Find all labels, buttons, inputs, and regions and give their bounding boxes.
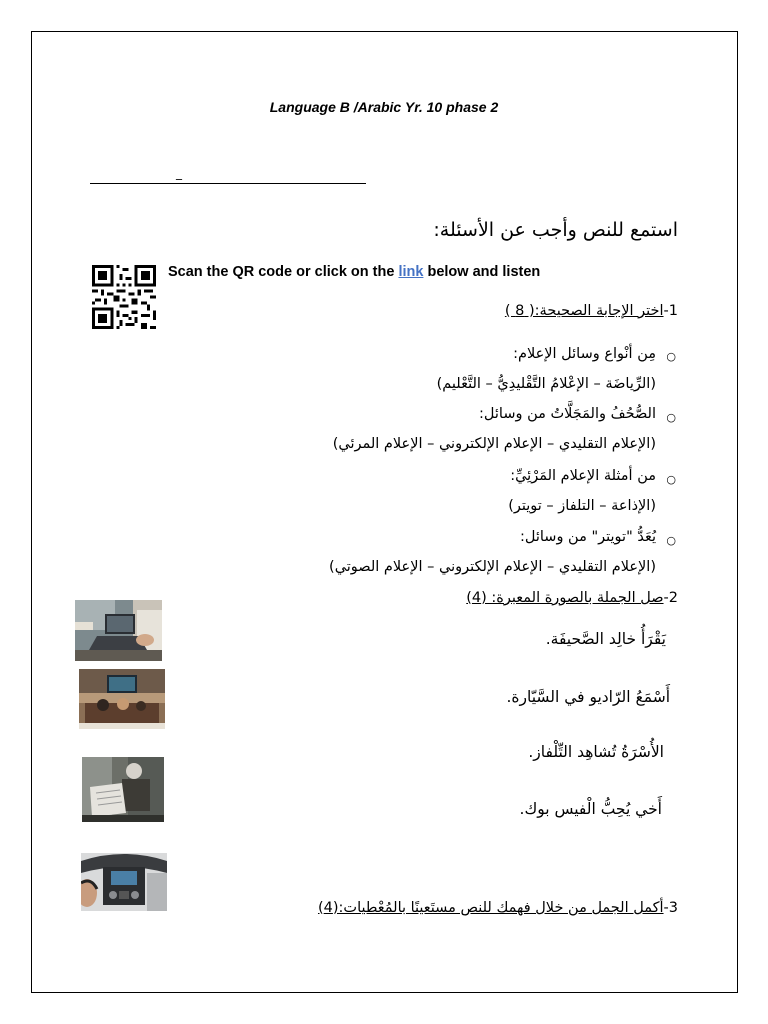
bullet-icon: ○ <box>666 473 676 486</box>
q3-title <box>318 900 678 916</box>
bullet-icon: ○ <box>666 350 676 363</box>
listening-link[interactable]: link <box>398 264 424 280</box>
laptop-photo <box>75 600 162 661</box>
q2-sentence-4: أَخي يُحِبُّ الْفيس بوك. <box>519 800 662 818</box>
document-header: Language B /Arabic Yr. 10 phase 2 <box>269 99 499 115</box>
q3-heading: أكمل الجمل من خلال فهمك للنص مستَعينًا بالمُعْطيات:(4) <box>317 900 664 916</box>
newspaper-reader-photo <box>82 757 164 822</box>
bullet-icon: ○ <box>666 411 676 424</box>
q1-item-2-question: الصُّحُفُ والمَجَلَّاتُ من وسائل: <box>479 406 656 422</box>
q3-number: 3- <box>663 900 678 916</box>
q2-heading: صل الجملة بالصورة المعبرة: (4) <box>466 590 664 606</box>
main-instruction: استمع للنص وأجب عن الأسئلة: <box>433 219 678 241</box>
q2-sentence-3: الأُسْرَةُ تُشاهِد التِّلْفاز. <box>528 743 664 761</box>
bullet-icon: ○ <box>666 534 676 547</box>
q1-heading: اختر الإجابة الصحيحة:( 8 ) <box>504 303 664 319</box>
q2-title <box>466 590 678 606</box>
q1-item-3-question: من أمثلة الإعلام المَرْئِيِّ: <box>510 468 656 484</box>
family-tv-photo <box>79 669 165 729</box>
q1-item-3-choices: (الإذاعة – التلفاز – تويتر) <box>508 498 656 514</box>
scan-instruction <box>168 264 540 280</box>
q1-item-1-choices: (الرِّياضَة – الإعْلامُ التَّقْليدِيُّ – التَّعْليم) <box>436 376 656 392</box>
q1-title <box>505 303 678 319</box>
scan-text-after: below and listen <box>423 264 541 280</box>
q1-number: 1- <box>663 303 678 319</box>
q1-item-1-question: مِن أنْواع وسائل الإعلام: <box>513 346 656 362</box>
q1-item-2-choices: (الإعلام التقليدي – الإعلام الإلكتروني – الإعلام المرئي) <box>332 436 656 452</box>
name-dash: _ <box>176 166 182 180</box>
q1-item-4-question: يُعَدُّ "تويتر" من وسائل: <box>519 529 656 545</box>
scan-text-before: Scan the QR code or click on the <box>168 264 399 280</box>
q2-number: 2- <box>663 590 678 606</box>
name-line[interactable] <box>90 183 366 184</box>
qr-code-icon[interactable] <box>92 265 156 329</box>
q1-item-4-choices: (الإعلام التقليدي – الإعلام الإلكتروني – الإعلام الصوتي) <box>329 559 656 575</box>
q2-sentence-2: أَسْمَعُ الرّاديو في السَّيّارة. <box>506 688 670 706</box>
q2-sentence-1: يَقْرَأُ خالِد الصَّحيفَة. <box>545 630 666 648</box>
car-radio-photo <box>81 853 167 911</box>
